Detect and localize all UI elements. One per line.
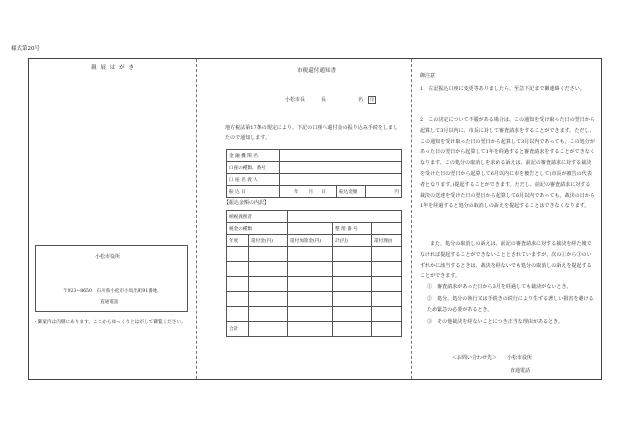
table-row (227, 150, 402, 162)
amount-label: 振込金額 (337, 186, 366, 198)
col-reason: 還付理由 (372, 235, 402, 247)
notice-body: 地方税法第17条の規定により、下記の口座へ還付金の振り込み手続をしましたので通知します。 (225, 125, 399, 141)
fold-line-left (196, 59, 197, 379)
note-3: また、処分の取消しの訴えは、前記の審査請求に対する裁決を経た後でなければ提起することができないこととされていますが、次の①から③のいずれかに該当するときは、裁決を経ないでも処分の取消しの訴えを提起することができます。 (420, 241, 592, 280)
bank-info-table (226, 149, 402, 198)
mayor-title: 長 (321, 97, 327, 103)
account-holder-label: 口 座 名 義 人 (227, 174, 280, 186)
address-box (35, 245, 188, 312)
table-total-row (227, 322, 402, 337)
col-year: 年度 (227, 235, 249, 247)
tax-type-label: 税金の種類 (227, 223, 288, 235)
col-additional: 還付加算金(円) (288, 235, 333, 247)
table-row (227, 262, 402, 277)
table-row (227, 174, 402, 186)
fold-line-right (411, 59, 412, 379)
ref-value (372, 223, 402, 235)
bank-name-label: 金 融 機 関 名 (227, 150, 280, 162)
table-header-row (227, 235, 402, 247)
address-phone-label: 直通電話 (100, 300, 119, 305)
contact-office: 小松市役所 (507, 355, 533, 361)
postcard-title: 親 展 は が き (91, 65, 136, 71)
postal-address: 〒923−8650 石川県小松市小馬出町91番地 (63, 289, 158, 294)
table-row (227, 277, 402, 292)
notes-title: 御注意 (420, 73, 436, 79)
contact-phone: 直通電話 (510, 368, 531, 374)
table-row (227, 211, 402, 223)
table-row (227, 186, 402, 198)
account-holder-value (280, 174, 402, 186)
notice-title: 市税還付通知書 (297, 68, 337, 74)
account-type-label: 口座の種類、番号 (227, 162, 280, 174)
note-1: 1 左記振込口座に変更等ありましたら、至急下記まで御連絡ください。 (420, 86, 585, 92)
ref-label: 整 理 番 号 (333, 223, 372, 235)
table-row (227, 292, 402, 307)
detail-table (226, 210, 402, 337)
note-item-2: ② 処分、処分の執行又は手続きの続行により生ずる著しい損害を避けるため緊急の必要があるとき。 (427, 296, 594, 313)
col-total: 計(円) (333, 235, 372, 247)
mayor-seal: 印 (370, 97, 374, 102)
note-2: 2 この決定について不服がある場合は、この通知を受け取った日の翌日から起算して3月以内に、市長に対して審査請求をすることができます。ただし、この通知を受け取った日の翌日から起算して3月以内であっても、この処分があった日の翌日から起算して1年を経過すると審査請求をすることができなくなります。この処分の取消しを求める訴えは、前記の審査請求に対する裁決を受けた日の翌日から起算して6月以内に市を被告として(市長が被告の代表者となります。)提起することができます。ただし、前記の審査請求に対する裁決の送達を受けた日の翌日から起算して6月以内であっても、裁決の日から1年を経過すると処分の取消しの訴えを提起することはできなくなります。 (420, 117, 595, 210)
bank-name-value (280, 150, 402, 162)
table-row (227, 223, 402, 235)
total-label: 合計 (227, 322, 249, 337)
payer-value (288, 211, 402, 223)
table-row (227, 307, 402, 322)
tax-type-value (288, 223, 333, 235)
amount-value: 円 (366, 186, 402, 198)
address-recipient: 小松市役所 (95, 254, 121, 260)
mayor-name-label: 名 (358, 97, 364, 103)
col-refund: 還付金(円) (249, 235, 288, 247)
account-type-value (280, 162, 402, 174)
mayor-name: 小松市長 (285, 97, 306, 103)
note-item-1: ① 審査請求があった日から3月を経過しても裁決がないとき。 (427, 284, 572, 290)
detail-title: 【振込金額の内訳】 (224, 200, 270, 206)
table-row (227, 247, 402, 262)
transfer-date-label: 振 込 日 (227, 186, 280, 198)
contact-label: ＜お問い合わせ先＞ (452, 355, 498, 361)
payer-label: 納税義務者 (227, 211, 288, 223)
peel-note: ・御案内は内側にあります。ここからゆっくりとはがして御覧ください。 (33, 320, 186, 325)
table-row (227, 162, 402, 174)
form-number: 様式第20号 (11, 46, 40, 52)
postcard-frame (28, 58, 602, 380)
transfer-date-value: 年 月 日 (280, 186, 337, 198)
note-item-3: ③ その他裁決を経ないことにつき正当な理由があるとき。 (427, 319, 564, 325)
